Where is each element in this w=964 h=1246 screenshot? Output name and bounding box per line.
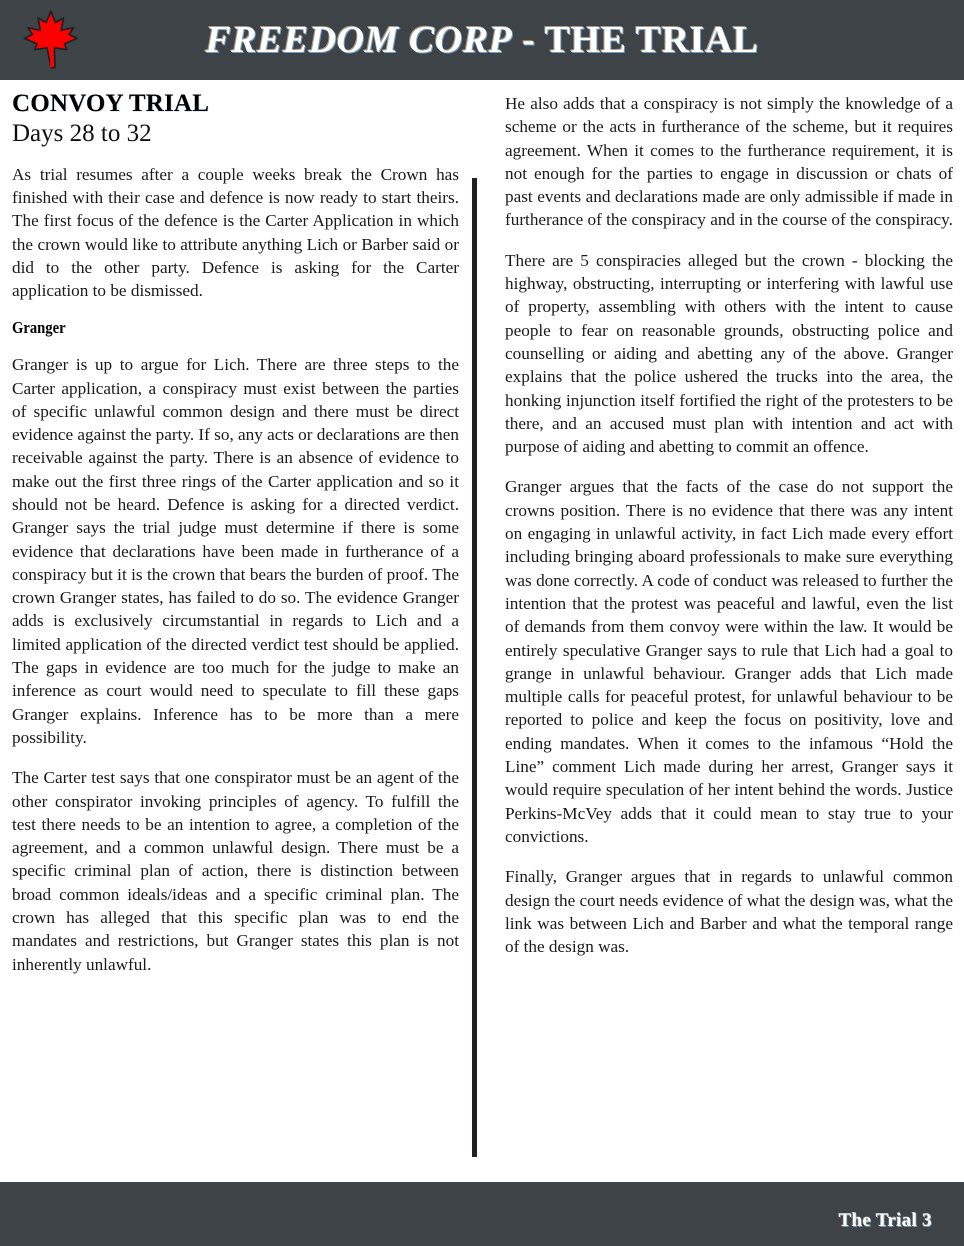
column-divider — [472, 178, 477, 1157]
section-heading-granger: Granger — [12, 317, 66, 337]
page-subtitle: Days 28 to 32 — [12, 120, 152, 147]
paragraph-left-1: Granger is up to argue for Lich. There are three steps to the Carter application, a conspiracy must exist between the parties of specific unlawful common design and there must be direct evidence against the party. If so, any acts or declarations are then receivable against the party. There is an absence of evidence to make out the first three rings of the Carter application and so it should not be heard. Defence is asking for a directed verdict. Granger says the trial judge must determine if there is some evidence that declarations have been made in furtherance of a conspiracy but it is the crown that bears the burden of proof. The crown Granger states, has failed to do so. The evidence Granger adds is exclusively circumstantial in regards to Lich and a limited application of the directed verdict test should be applied. The gaps in evidence are too much for the judge to make an inference as court would need to speculate to fill these gaps Granger explains. Inference has to be more than a mere possibility. — [12, 355, 460, 747]
paragraph-right-1: He also adds that a conspiracy is not simply the knowledge of a scheme or the acts in furtherance of the scheme, but it requires agreement. When it comes to the furtherance requirement, it is not enough for the parties to engage in discussion or chats of past events and declarations made are only admissible if made in furtherance of the conspiracy and in the course of the conspiracy. — [505, 94, 953, 230]
page-header — [0, 0, 964, 80]
paragraph-right-3: Granger argues that the facts of the case do not support the crowns position. There is no evidence that there was any intent on engaging in unlawful activity, in fact Lich made every effort including bringing aboard professionals to make sure everything was done correctly. A code of conduct was released to further the intention that the protest was peaceful and lawful, even the list of demands from them convoy were within the law. It would be entirely speculative Granger says to rule that Lich had a goal to grange in unlawful behaviour. Granger adds that Lich made multiple calls for peaceful protest, for unlawful behaviour to be reported to police and keep the focus on positivity, love and ending mandates. When it comes to the infamous “Hold the Line” comment Lich made during her arrest, Granger says it would require speculation of her intent behind the words. Justice Perkins-McVey adds that it could mean to stay true to your convictions. — [505, 477, 953, 846]
right-column — [505, 80, 953, 958]
masthead-subtitle: THE TRIAL — [544, 19, 759, 61]
footer-page-label: The Trial 3 — [838, 1210, 932, 1231]
page-footer — [0, 1182, 964, 1246]
page-body — [0, 80, 964, 1182]
paragraph-right-2: There are 5 conspiracies alleged but the crown - blocking the highway, obstructing, interrupting or interfering with lawful use of property, assembling with others with the intent to cause people to fear on reasonable grounds, obstructing police and counselling or aiding and abetting any of the above. Granger explains that the police ushered the trucks into the area, the honking injunction itself fortified the right of the protesters to be there, and an accused must plan with intention and act with purpose of aiding and abetting to commit an offence. — [505, 250, 953, 457]
masthead-title — [0, 0, 964, 80]
brand-name: FREEDOM CORP — [205, 19, 513, 61]
left-column — [12, 80, 459, 976]
maple-leaf-icon — [22, 9, 80, 71]
page-title: CONVOY TRIAL — [12, 90, 210, 117]
masthead-separator: - — [512, 19, 545, 61]
paragraph-right-4: Finally, Granger argues that in regards to unlawful common design the court needs evidence of what the design was, what the link was between Lich and Barber and what the temporal range of the design was. — [505, 867, 953, 957]
paragraph-left-2: The Carter test says that one conspirator must be an agent of the other conspirator invoking principles of agency. To fulfill the test there needs to be an intention to agree, a completion of the agreement, and a common unlawful design. There must be a specific criminal plan of action, there is distinction between broad common ideals/ideas and a specific criminal plan. The crown has alleged that this specific plan was to end the mandates and restrictions, but Granger states this plan is not inherently unlawful. — [12, 768, 459, 974]
paragraph-intro: As trial resumes after a couple weeks break the Crown has finished with their case and defence is now ready to start theirs. The first focus of the defence is the Carter Application in which the crown would like to attribute anything Lich or Barber said or did to the other party. Defence is asking for the Carter application to be dismissed. — [12, 164, 459, 301]
